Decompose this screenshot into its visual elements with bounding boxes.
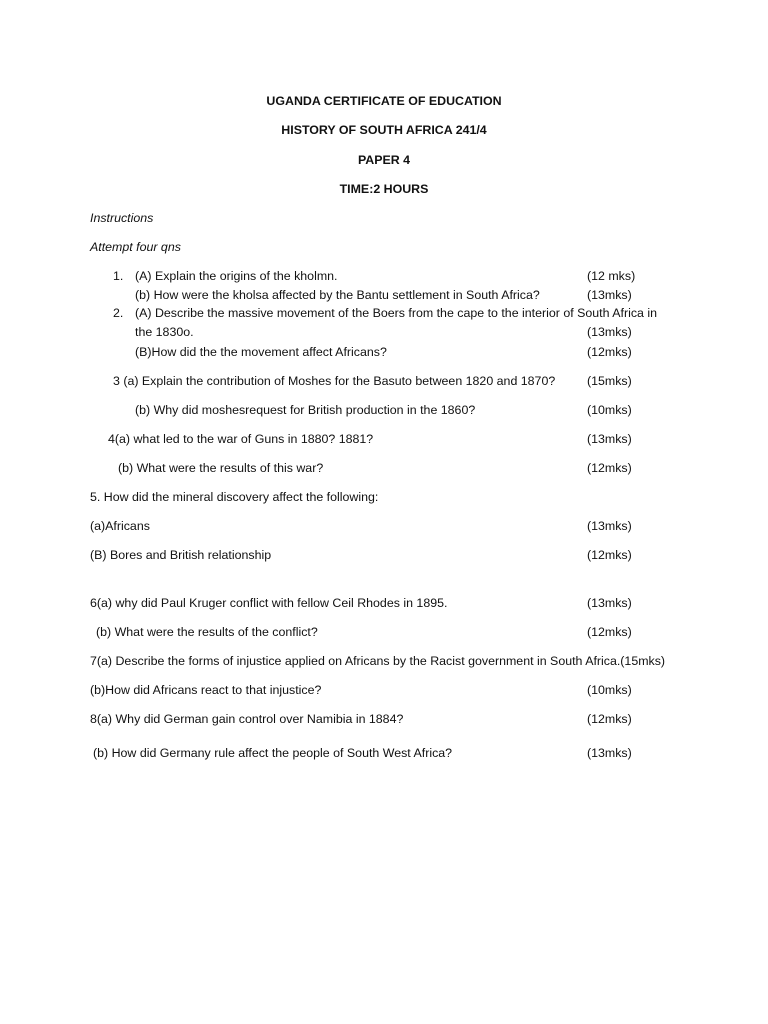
question-4b: (b) What were the results of this war? (118, 461, 324, 475)
question-1b-marks: (13mks) (587, 288, 632, 302)
subject-title: HISTORY OF SOUTH AFRICA 241/4 (281, 123, 487, 137)
question-4a: 4(a) what led to the war of Guns in 1880? 1881? (108, 432, 374, 446)
question-1a-marks: (12 mks) (587, 269, 636, 283)
question-2a-line-1: (A) Describe the massive movement of the Boers from the cape to the interior of South Africa in (135, 306, 658, 320)
question-3b: (b) Why did moshesrequest for British production in the 1860? (135, 403, 476, 417)
question-5a: (a)Africans (90, 519, 150, 533)
question-5: 5. How did the mineral discovery affect the following: (90, 490, 379, 504)
question-8a: 8(a) Why did German gain control over Namibia in 1884? (90, 712, 404, 726)
instructions-heading: Instructions (90, 211, 154, 225)
question-2b-marks: (12mks) (587, 345, 632, 359)
question-2a-marks: (13mks) (587, 325, 632, 339)
question-7b-marks: (10mks) (587, 683, 632, 697)
question-3b-marks: (10mks) (587, 403, 632, 417)
time-allowed: TIME:2 HOURS (339, 182, 429, 196)
exam-board-title: UGANDA CERTIFICATE OF EDUCATION (266, 94, 502, 108)
question-5b: (B) Bores and British relationship (90, 548, 272, 562)
question-3a-marks: (15mks) (587, 374, 632, 388)
question-6b: (b) What were the results of the conflict? (96, 625, 318, 639)
question-7a: 7(a) Describe the forms of injustice applied on Africans by the Racist government in South Africa.(15mks) (90, 654, 666, 668)
question-1a: (A) Explain the origins of the kholmn. (135, 269, 338, 283)
question-8b: (b) How did Germany rule affect the people of South West Africa? (93, 746, 453, 760)
question-5a-marks: (13mks) (587, 519, 632, 533)
question-4a-marks: (13mks) (587, 432, 632, 446)
question-1-number: 1. (113, 269, 124, 283)
instructions-text: Attempt four qns (90, 240, 181, 254)
question-2-number: 2. (113, 306, 124, 320)
question-1b: (b) How were the kholsa affected by the Bantu settlement in South Africa? (135, 288, 540, 302)
question-6a-marks: (13mks) (587, 596, 632, 610)
question-7b: (b)How did Africans react to that injustice? (90, 683, 322, 697)
question-2b: (B)How did the the movement affect Africans? (135, 345, 387, 359)
question-6a: 6(a) why did Paul Kruger conflict with fellow Ceil Rhodes in 1895. (90, 596, 448, 610)
question-6b-marks: (12mks) (587, 625, 632, 639)
question-5b-marks: (12mks) (587, 548, 632, 562)
question-2a-line-2: the 1830o. (135, 325, 194, 339)
question-8b-marks: (13mks) (587, 746, 632, 760)
paper-number: PAPER 4 (357, 153, 411, 167)
question-8a-marks: (12mks) (587, 712, 632, 726)
question-3a: 3 (a) Explain the contribution of Moshes for the Basuto between 1820 and 1870? (113, 374, 556, 388)
question-4b-marks: (12mks) (587, 461, 632, 475)
